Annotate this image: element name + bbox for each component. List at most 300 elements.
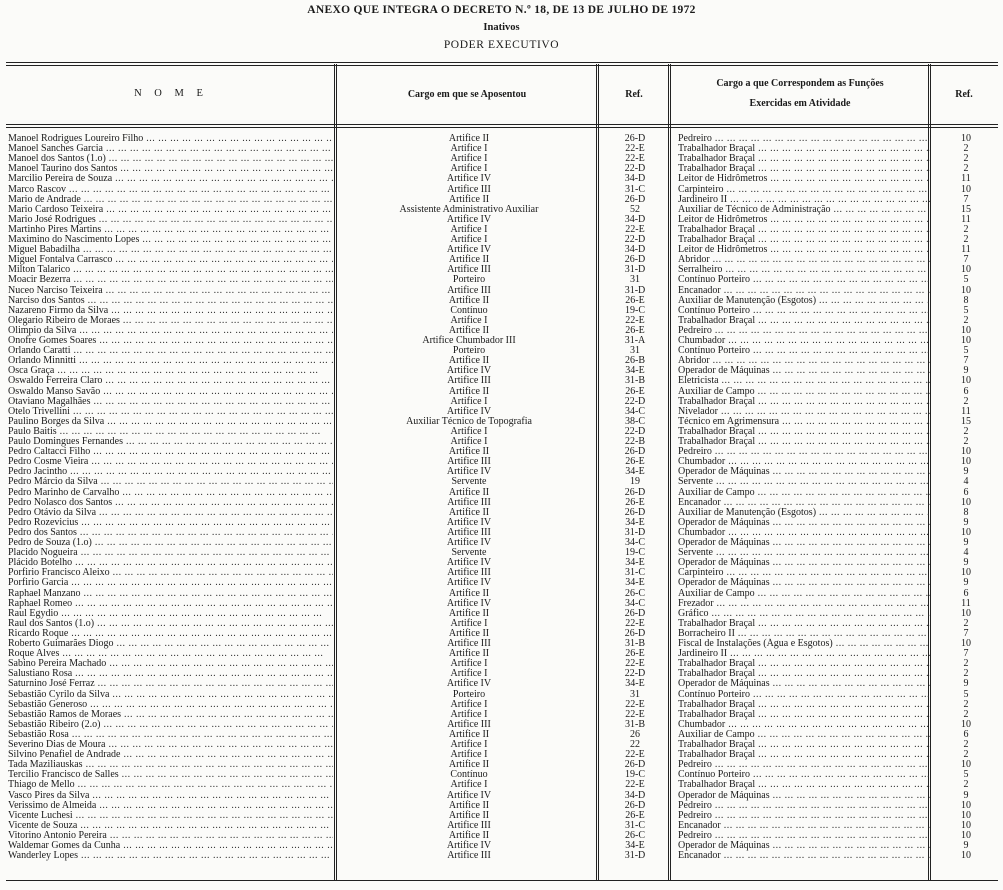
ref-cell: 26-D bbox=[624, 759, 646, 771]
funcao-cell: Trabalhador Braçal ... . bbox=[678, 658, 930, 669]
ref-cell: 22-D bbox=[624, 234, 646, 245]
nome-cell: Waldemar Gomes da Cunha ... . bbox=[8, 840, 333, 851]
nome-cell: Orlando Caratti ... . bbox=[8, 345, 333, 356]
ref2-cell: 5 bbox=[963, 274, 969, 286]
ref2-cell: 10 bbox=[961, 829, 971, 841]
cargo-cell: Artifice II bbox=[448, 809, 490, 821]
cargo-cell: Artifice I bbox=[450, 153, 488, 165]
ref-cell: 34-E bbox=[625, 678, 645, 690]
cargo-cell: Artifice II bbox=[448, 193, 490, 205]
funcao-cell: Fiscal de Instalações (Água e Esgotos) ... . bbox=[678, 638, 930, 649]
funcao-cell: Trabalhador Braçal ... . bbox=[678, 668, 930, 679]
ref-cell: 22-D bbox=[624, 163, 646, 175]
nome-cell: Pedro Marinho de Carvalho ... . bbox=[8, 487, 333, 498]
cargo-cell: Artifice IV bbox=[446, 365, 492, 377]
ref-cell: 22-E bbox=[625, 708, 645, 720]
cargo-cell: Artifice III bbox=[447, 456, 491, 468]
funcao-cell: Pedreiro ... . bbox=[678, 800, 930, 811]
nome-cell: Paulo Baitis ... . bbox=[8, 426, 333, 437]
nome-cell: Saturnino José Ferraz ... . bbox=[8, 678, 333, 689]
cargo-cell: Artifice I bbox=[450, 234, 488, 245]
ref2-cell: 9 bbox=[963, 557, 969, 569]
ref2-cell: 2 bbox=[963, 668, 969, 680]
ref2-cell: 11 bbox=[961, 244, 971, 256]
ref-cell: 34-C bbox=[625, 405, 645, 417]
ref-cell: 22-B bbox=[625, 436, 645, 447]
cargo-cell: Contínuo bbox=[450, 304, 488, 316]
ref-cell: 31-C bbox=[625, 819, 645, 831]
funcao-cell: Técnico em Agrimensura ... . bbox=[678, 416, 930, 427]
ref-cell: 22 bbox=[630, 739, 640, 750]
nome-cell: Porfirio Francisco Aleixo ... . bbox=[8, 567, 333, 578]
nome-cell: Otelo Trivellini ... . bbox=[8, 406, 333, 417]
ref-cell: 31-D bbox=[624, 284, 646, 296]
funcao-cell: Operador de Máquinas ... . bbox=[678, 577, 930, 588]
ref-cell: 26-E bbox=[625, 385, 645, 397]
ref-cell: 19-C bbox=[625, 769, 645, 781]
nome-cell: Marcilio Pereira de Souza ... . bbox=[8, 173, 333, 184]
nome-cell: Raphael Romeo ... . bbox=[8, 598, 333, 609]
funcao-cell: Chumbador ... . bbox=[678, 527, 930, 538]
nome-cell: Milton Talarico ... . bbox=[8, 264, 333, 275]
funcao-cell: Trabalhador Braçal ... . bbox=[678, 739, 930, 750]
ref-cell: 34-E bbox=[625, 577, 645, 589]
ref-cell: 22-E bbox=[625, 143, 645, 155]
nome-cell: Pedro dos Santos ... . bbox=[8, 527, 333, 538]
funcao-cell: Trabalhador Braçal ... . bbox=[678, 315, 930, 326]
cargo-cell: Artifice III bbox=[447, 496, 491, 508]
ref2-cell: 2 bbox=[963, 163, 969, 175]
funcao-cell: Trabalhador Braçal ... . bbox=[678, 618, 930, 629]
nome-cell: Severino Dias de Moura ... . bbox=[8, 739, 333, 750]
funcao-cell: Trabalhador Braçal ... . bbox=[678, 143, 930, 154]
ref-cell: 22-D bbox=[624, 668, 646, 680]
header-bottom-rule bbox=[6, 124, 998, 125]
funcao-cell: Contínuo Porteiro ... . bbox=[678, 689, 930, 700]
cargo-cell: Artifice II bbox=[448, 446, 490, 458]
cargo-cell: Servente bbox=[451, 476, 487, 488]
nome-cell: Nuceo Narciso Teixeira ... . bbox=[8, 285, 333, 296]
ref-cell: 22-E bbox=[625, 153, 645, 165]
funcao-cell: Borracheiro II ... . bbox=[678, 628, 930, 639]
funcao-cell: Trabalhador Braçal ... . bbox=[678, 234, 930, 245]
funcao-cell: Auxiliar de Manutenção (Esgotos) ... . bbox=[678, 507, 930, 518]
ref2-cell: 11 bbox=[961, 405, 971, 417]
funcao-cell: Operador de Máquinas ... . bbox=[678, 790, 930, 801]
nome-cell: Roberto Guimarães Diogo ... . bbox=[8, 638, 333, 649]
funcao-cell: Auxiliar de Campo ... . bbox=[678, 487, 930, 498]
funcao-cell: Chumbador ... . bbox=[678, 456, 930, 467]
cargo-cell: Artifice II bbox=[448, 759, 490, 771]
funcao-cell: Chumbador ... . bbox=[678, 335, 930, 346]
funcao-cell: Operador de Máquinas ... . bbox=[678, 537, 930, 548]
nome-cell: Roque Alves ... . bbox=[8, 648, 333, 659]
cargo-cell: Artifice Chumbador III bbox=[422, 335, 516, 346]
column-header-ref: Ref. bbox=[625, 89, 643, 100]
ref2-cell: 9 bbox=[963, 516, 969, 528]
cargo-cell: Artifice I bbox=[450, 395, 488, 407]
cargo-cell: Artifice IV bbox=[446, 577, 492, 589]
cargo-cell: Artifice I bbox=[450, 223, 488, 235]
ref-cell: 26-E bbox=[625, 456, 645, 468]
ref-cell: 26-E bbox=[625, 809, 645, 821]
ref2-cell: 7 bbox=[963, 254, 969, 266]
nome-cell: Marco Rascov ... . bbox=[8, 184, 333, 195]
ref2-cell: 8 bbox=[963, 294, 969, 306]
funcao-cell: Leitor de Hidrômetros ... . bbox=[678, 244, 930, 255]
ref-cell: 34-D bbox=[624, 244, 646, 256]
nome-cell: Nazareno Firmo da Silva ... . bbox=[8, 305, 333, 316]
funcao-cell: Nivelador ... . bbox=[678, 406, 930, 417]
ref2-cell: 10 bbox=[961, 799, 971, 811]
nome-cell: Olimpio da Silva ... . bbox=[8, 325, 333, 336]
ref-cell: 31-C bbox=[625, 567, 645, 579]
nome-cell: Narciso dos Santos ... . bbox=[8, 295, 333, 306]
cargo-cell: Artifice II bbox=[448, 607, 490, 619]
nome-cell: Orlando Minnitti ... . bbox=[8, 355, 333, 366]
funcao-cell: Trabalhador Braçal ... . bbox=[678, 224, 930, 235]
cargo-cell: Artifice I bbox=[450, 425, 488, 437]
ref-cell: 31-A bbox=[624, 335, 646, 346]
ref2-cell: 10 bbox=[961, 456, 971, 468]
nome-cell: Porfirio Garcia ... . bbox=[8, 577, 333, 588]
ref2-cell: 10 bbox=[961, 264, 971, 276]
cargo-cell: Artifice I bbox=[450, 779, 488, 791]
ref-cell: 22-E bbox=[625, 749, 645, 761]
ref2-cell: 5 bbox=[963, 304, 969, 316]
ref-cell: 22-E bbox=[625, 223, 645, 235]
section-title: PODER EXECUTIVO bbox=[443, 39, 560, 51]
funcao-cell: Pedreiro ... . bbox=[678, 446, 930, 457]
funcao-cell: Pedreiro ... . bbox=[678, 830, 930, 841]
nome-cell: Manoel Taurino dos Santos ... . bbox=[8, 163, 333, 174]
funcao-cell: Pedreiro ... . bbox=[678, 133, 930, 144]
ref2-cell: 2 bbox=[963, 436, 969, 447]
nome-cell: Pedro Otávio da Silva ... . bbox=[8, 507, 333, 518]
nome-cell: Vasco Pires da Silva ... . bbox=[8, 790, 333, 801]
cargo-cell: Artifice III bbox=[447, 718, 491, 730]
cargo-cell: Artifice I bbox=[450, 658, 488, 670]
ref2-cell: 9 bbox=[963, 678, 969, 690]
ref2-cell: 2 bbox=[963, 749, 969, 761]
cargo-cell: Artifice II bbox=[448, 627, 490, 639]
ref-cell: 22-E bbox=[625, 698, 645, 710]
ref-cell: 34-D bbox=[624, 173, 646, 185]
ref-cell: 26-D bbox=[624, 607, 646, 619]
funcao-cell: Trabalhador Braçal ... . bbox=[678, 396, 930, 407]
ref-cell: 26-D bbox=[624, 446, 646, 458]
ref-cell: 22-E bbox=[625, 779, 645, 791]
ref-cell: 26-B bbox=[625, 355, 645, 367]
funcao-cell: Carpinteiro ... . bbox=[678, 567, 930, 578]
nome-cell: Pedro Nolasco dos Santos ... . bbox=[8, 497, 333, 508]
ref2-cell: 10 bbox=[961, 607, 971, 619]
nome-cell: Salustiano Rosa ... . bbox=[8, 668, 333, 679]
nome-cell: Sebastião Cyrilo da Silva ... . bbox=[8, 689, 333, 700]
funcao-cell: Encanador ... . bbox=[678, 850, 930, 861]
cargo-cell: Porteiro bbox=[452, 688, 486, 700]
ref-cell: 38-C bbox=[625, 415, 645, 427]
cargo-cell: Artifice II bbox=[448, 506, 490, 518]
ref2-cell: 5 bbox=[963, 769, 969, 781]
nome-cell: Sebastião Ribeiro (2.o) ... . bbox=[8, 719, 333, 730]
nome-cell: Pedro Cosme Vieira ... . bbox=[8, 456, 333, 467]
header-bottom-rule-inner bbox=[6, 127, 998, 128]
nome-cell: Manoel dos Santos (1.o) ... . bbox=[8, 153, 333, 164]
ref-cell: 31-B bbox=[625, 375, 645, 387]
nome-cell: Pedro Jacintho ... . bbox=[8, 466, 333, 477]
ref-cell: 26-E bbox=[625, 324, 645, 336]
nome-cell: Raphael Manzano ... . bbox=[8, 588, 333, 599]
cargo-cell: Servente bbox=[451, 547, 487, 559]
nome-cell: Osca Graça ... . bbox=[8, 365, 333, 376]
funcao-cell: Abridor ... . bbox=[678, 254, 930, 265]
cargo-cell: Artifice IV bbox=[446, 840, 492, 851]
ref-cell: 34-D bbox=[624, 789, 646, 801]
ref-cell: 26-D bbox=[624, 799, 646, 811]
nome-cell: Pedro Márcio da Silva ... . bbox=[8, 476, 333, 487]
nome-cell: Sebastião Rosa ... . bbox=[8, 729, 333, 740]
ref-cell: 31-B bbox=[625, 638, 645, 649]
ref2-cell: 10 bbox=[961, 446, 971, 458]
nome-cell: Vicente de Souza ... . bbox=[8, 820, 333, 831]
nome-cell: Tada Maziliauskas ... . bbox=[8, 759, 333, 770]
cargo-cell: Artifice IV bbox=[446, 405, 492, 417]
ref-cell: 19 bbox=[630, 476, 640, 488]
funcao-cell: Encanador ... . bbox=[678, 820, 930, 831]
funcao-cell: Contínuo Porteiro ... . bbox=[678, 769, 930, 780]
nome-cell: Sebastião Ramos de Moraes ... . bbox=[8, 709, 333, 720]
nome-cell: Vitorino Antonio Pereira ... . bbox=[8, 830, 333, 841]
nome-cell: Mario José Rodrigues ... . bbox=[8, 214, 333, 225]
document-subtitle: Inativos bbox=[483, 22, 520, 33]
ref2-cell: 6 bbox=[963, 486, 969, 498]
ref2-cell: 6 bbox=[963, 728, 969, 740]
ref2-cell: 6 bbox=[963, 385, 969, 397]
ref2-cell: 10 bbox=[961, 324, 971, 336]
ref-cell: 31 bbox=[630, 688, 640, 700]
cargo-cell: Artifice I bbox=[450, 698, 488, 710]
cargo-cell: Artifice I bbox=[450, 163, 488, 175]
ref-cell: 26-E bbox=[625, 648, 645, 660]
ref-cell: 34-E bbox=[625, 840, 645, 851]
ref-cell: 26-D bbox=[624, 506, 646, 518]
ref-cell: 19-C bbox=[625, 304, 645, 316]
nome-cell: Onofre Gomes Soares ... . bbox=[8, 335, 333, 346]
funcao-cell: Servente ... . bbox=[678, 476, 930, 487]
ref-cell: 34-E bbox=[625, 466, 645, 478]
cargo-cell: Artifice III bbox=[447, 264, 491, 276]
cargo-cell: Artifice II bbox=[448, 133, 490, 144]
funcao-cell: Trabalhador Braçal ... . bbox=[678, 153, 930, 164]
funcao-cell: Auxiliar de Campo ... . bbox=[678, 386, 930, 397]
funcao-cell: Trabalhador Braçal ... . bbox=[678, 699, 930, 710]
cargo-cell: Artifice I bbox=[450, 739, 488, 750]
table-top-rule bbox=[6, 62, 998, 63]
ref2-cell: 10 bbox=[961, 375, 971, 387]
cargo-cell: Artifice III bbox=[447, 567, 491, 579]
nome-cell: Tercilio Francisco de Salles ... . bbox=[8, 769, 333, 780]
cargo-cell: Artifice II bbox=[448, 324, 490, 336]
nome-cell: Pedro Rozevicius ... . bbox=[8, 517, 333, 528]
ref-cell: 26-D bbox=[624, 254, 646, 266]
nome-cell: Pedro de Souza (1.o) ... . bbox=[8, 537, 333, 548]
table-bottom-rule bbox=[6, 880, 998, 881]
ref2-cell: 9 bbox=[963, 537, 969, 548]
cargo-cell: Artifice IV bbox=[446, 789, 492, 801]
funcao-cell: Trabalhador Braçal ... . bbox=[678, 749, 930, 760]
ref2-cell: 4 bbox=[963, 476, 969, 488]
cargo-cell: Artifice IV bbox=[446, 537, 492, 548]
cargo-cell: Artifice III bbox=[447, 375, 491, 387]
nome-cell: Miguel Babadilha ... . bbox=[8, 244, 333, 255]
ref2-cell: 2 bbox=[963, 617, 969, 629]
ref-cell: 26-D bbox=[624, 627, 646, 639]
ref2-cell: 2 bbox=[963, 425, 969, 437]
cargo-cell: Artifice I bbox=[450, 314, 488, 326]
ref2-cell: 2 bbox=[963, 708, 969, 720]
ref2-cell: 10 bbox=[961, 284, 971, 296]
nome-cell: Raul dos Santos (1.o) ... . bbox=[8, 618, 333, 629]
funcao-cell: Trabalhador Braçal ... . bbox=[678, 426, 930, 437]
funcao-cell: Trabalhador Braçal ... . bbox=[678, 709, 930, 720]
cargo-cell: Artifice IV bbox=[446, 244, 492, 256]
nome-cell: Paulino Borges da Silva ... . bbox=[8, 416, 333, 427]
column-header-cargo: Cargo em que se Aposentou bbox=[407, 89, 527, 100]
cargo-cell: Artifice III bbox=[447, 183, 491, 195]
cargo-cell: Artifice II bbox=[448, 355, 490, 367]
ref2-cell: 9 bbox=[963, 789, 969, 801]
cargo-cell: Artifice II bbox=[448, 587, 490, 599]
funcao-cell: Operador de Máquinas ... . bbox=[678, 557, 930, 568]
ref2-cell: 11 bbox=[961, 597, 971, 609]
ref2-cell: 7 bbox=[963, 648, 969, 660]
funcao-cell: Encanador ... . bbox=[678, 497, 930, 508]
cargo-cell: Artifice II bbox=[448, 294, 490, 306]
ref2-cell: 15 bbox=[961, 203, 971, 215]
ref-cell: 31 bbox=[630, 274, 640, 286]
table-top-rule-inner bbox=[6, 65, 998, 66]
ref2-cell: 10 bbox=[961, 183, 971, 195]
cargo-cell: Artifice II bbox=[448, 486, 490, 498]
column-header-funcoes-line1: Cargo a que Correspondem as Funções bbox=[716, 78, 884, 89]
funcao-cell: Contínuo Porteiro ... . bbox=[678, 345, 930, 356]
ref2-cell: 10 bbox=[961, 819, 971, 831]
nome-cell: Miguel Fontalva Carrasco ... . bbox=[8, 254, 333, 265]
ref-cell: 34-C bbox=[625, 537, 645, 548]
cargo-cell: Artifice II bbox=[448, 728, 490, 740]
ref2-cell: 10 bbox=[961, 809, 971, 821]
ref2-cell: 9 bbox=[963, 840, 969, 851]
ref2-cell: 10 bbox=[961, 718, 971, 730]
nome-cell: Olegario Ribeiro de Moraes ... . bbox=[8, 315, 333, 326]
ref2-cell: 11 bbox=[961, 173, 971, 185]
ref-cell: 52 bbox=[630, 203, 640, 215]
ref-cell: 31-B bbox=[625, 718, 645, 730]
ref2-cell: 10 bbox=[961, 335, 971, 346]
column-header-nome: N O M E bbox=[134, 88, 208, 99]
ref2-cell: 7 bbox=[963, 193, 969, 205]
ref2-cell: 10 bbox=[961, 496, 971, 508]
ref2-cell: 2 bbox=[963, 143, 969, 155]
nome-cell: Silvino Penafiel de Andrade ... . bbox=[8, 749, 333, 760]
nome-cell: Manoel Sanches Garcia ... . bbox=[8, 143, 333, 154]
funcao-cell: Chumbador ... . bbox=[678, 719, 930, 730]
nome-cell: Pedro Caltacci Filho ... . bbox=[8, 446, 333, 457]
nome-cell: Plácido Botelho ... . bbox=[8, 557, 333, 568]
ref2-cell: 2 bbox=[963, 153, 969, 165]
nome-cell: Wanderley Lopes ... . bbox=[8, 850, 333, 861]
ref2-cell: 15 bbox=[961, 415, 971, 427]
cargo-cell: Artifice IV bbox=[446, 466, 492, 478]
cargo-cell: Artifice II bbox=[448, 799, 490, 811]
column-header-funcoes-line2: Exercidas em Atividade bbox=[749, 98, 851, 109]
ref2-cell: 2 bbox=[963, 395, 969, 407]
ref2-cell: 2 bbox=[963, 698, 969, 710]
table-row bbox=[0, 850, 1003, 861]
ref-cell: 31-D bbox=[624, 526, 646, 538]
ref-cell: 26 bbox=[630, 728, 640, 740]
nome-cell: Manoel Rodrigues Loureiro Filho ... . bbox=[8, 133, 333, 144]
funcao-cell: Carpinteiro ... . bbox=[678, 184, 930, 195]
ref2-cell: 5 bbox=[963, 688, 969, 700]
cargo-cell: Artifice III bbox=[447, 284, 491, 296]
ref-cell: 26-C bbox=[625, 829, 645, 841]
ref-cell: 22-D bbox=[624, 425, 646, 437]
funcao-cell: Trabalhador Braçal ... . bbox=[678, 436, 930, 447]
ref-cell: 31-C bbox=[625, 183, 645, 195]
funcao-cell: Leitor de Hidrômetros ... . bbox=[678, 214, 930, 225]
funcao-cell: Pedreiro ... . bbox=[678, 759, 930, 770]
cargo-cell: Artifice IV bbox=[446, 173, 492, 185]
ref2-cell: 10 bbox=[961, 638, 971, 649]
cargo-cell: Artifice II bbox=[448, 648, 490, 660]
nome-cell: Verissimo de Almeida ... . bbox=[8, 800, 333, 811]
ref2-cell: 4 bbox=[963, 547, 969, 559]
cargo-cell: Artifice I bbox=[450, 708, 488, 720]
ref2-cell: 10 bbox=[961, 133, 971, 144]
ref-cell: 22-D bbox=[624, 395, 646, 407]
ref-cell: 34-E bbox=[625, 557, 645, 569]
ref2-cell: 2 bbox=[963, 223, 969, 235]
cargo-cell: Artifice I bbox=[450, 143, 488, 155]
ref2-cell: 7 bbox=[963, 627, 969, 639]
nome-cell: Oswaldo Manso Savão ... . bbox=[8, 386, 333, 397]
funcao-cell: Trabalhador Braçal ... . bbox=[678, 163, 930, 174]
ref-cell: 26-E bbox=[625, 294, 645, 306]
cargo-cell: Artifice IV bbox=[446, 557, 492, 569]
ref-cell: 22-E bbox=[625, 658, 645, 670]
ref2-cell: 7 bbox=[963, 355, 969, 367]
funcao-cell: Pedreiro ... . bbox=[678, 810, 930, 821]
nome-cell: Placido Nogueira ... . bbox=[8, 547, 333, 558]
nome-cell: Sebastião Generoso ... . bbox=[8, 699, 333, 710]
funcao-cell: Operador de Máquinas ... . bbox=[678, 678, 930, 689]
ref-cell: 26-D bbox=[624, 133, 646, 144]
cargo-cell: Contínuo bbox=[450, 769, 488, 781]
ref-cell: 26-D bbox=[624, 486, 646, 498]
cargo-cell: Artifice II bbox=[448, 385, 490, 397]
cargo-cell: Artifice II bbox=[448, 829, 490, 841]
cargo-cell: Artifice III bbox=[447, 638, 491, 649]
cargo-cell: Artifice IV bbox=[446, 678, 492, 690]
funcao-cell: Eletricista ... . bbox=[678, 375, 930, 386]
ref2-cell: 2 bbox=[963, 739, 969, 750]
funcao-cell: Operador de Máquinas ... . bbox=[678, 517, 930, 528]
document-title: ANEXO QUE INTEGRA O DECRETO N.º 18, DE 13 DE JULHO DE 1972 bbox=[307, 4, 696, 16]
ref-cell: 34-E bbox=[625, 516, 645, 528]
nome-cell: Raul Egydio ... . bbox=[8, 608, 333, 619]
